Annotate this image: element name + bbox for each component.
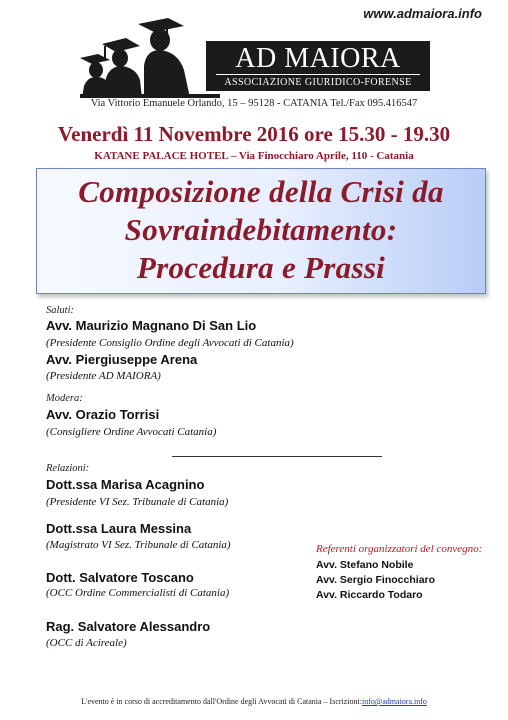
section-label-saluti: Saluti:: [46, 305, 74, 316]
org-subtitle: ASSOCIAZIONE GIURIDICO-FORENSE: [216, 74, 420, 88]
event-title-line: Composizione della Crisi da: [78, 174, 444, 209]
speaker-name: Avv. Orazio Torrisi: [46, 407, 160, 422]
event-title-line: Sovraindebitamento:: [124, 212, 398, 247]
organizer-name: Avv. Riccardo Todaro: [316, 589, 423, 601]
organizers-title: Referenti organizzatori del convegno:: [316, 543, 483, 555]
speaker-name: Dott.ssa Marisa Acagnino: [46, 477, 205, 492]
speaker-name: Dott.ssa Laura Messina: [46, 521, 192, 536]
speaker-role: (OCC Ordine Commercialisti di Catania): [46, 587, 230, 599]
speaker-role: (Magistrato VI Sez. Tribunale di Catania): [46, 539, 231, 551]
organizer-name: Avv. Stefano Nobile: [316, 559, 414, 571]
speaker-role: (Consigliere Ordine Avvocati Catania): [46, 426, 217, 438]
organizer-name: Avv. Sergio Finocchiaro: [316, 574, 436, 586]
section-label-modera: Modera:: [46, 393, 83, 404]
divider: [172, 456, 382, 457]
event-date-time: Venerdì 11 Novembre 2016 ore 15.30 - 19.30: [57, 122, 451, 146]
logo-box: [206, 41, 430, 91]
speaker-role: (Presidente Consiglio Ordine degli Avvocati di Catania): [46, 337, 294, 349]
footer-email-link[interactable]: info@admaiora.info: [361, 697, 427, 706]
event-title-line: Procedura e Prassi: [136, 250, 386, 285]
speaker-role: (OCC di Acireale): [46, 637, 127, 649]
speaker-name: Avv. Maurizio Magnano Di San Lio: [46, 318, 257, 333]
footer-note: [0, 697, 508, 706]
speaker-role: (Presidente VI Sez. Tribunale di Catania): [46, 496, 229, 508]
speaker-role: (Presidente AD MAIORA): [46, 370, 161, 382]
address: Via Vittorio Emanuele Orlando, 15 – 95128 - CATANIA Tel./Fax 095.416547: [90, 98, 418, 109]
org-name: AD MAIORA: [235, 43, 401, 74]
speaker-name: Dott. Salvatore Toscano: [46, 570, 194, 585]
website-url[interactable]: www.admaiora.info: [363, 6, 482, 21]
graduates-silhouette-icon: [80, 14, 220, 98]
speaker-name: Rag. Salvatore Alessandro: [46, 619, 211, 634]
section-label-relazioni: Relazioni:: [46, 463, 90, 474]
speaker-name: Avv. Piergiuseppe Arena: [46, 352, 198, 367]
logo: [80, 14, 440, 98]
event-venue: KATANE PALACE HOTEL – Via Finocchiaro Aprile, 110 - Catania: [94, 150, 414, 162]
event-title-box: [36, 168, 486, 294]
footer-text: L'evento è in corso di accreditamento dall'Ordine degli Avvocati di Catania – Iscrizioni:: [81, 697, 362, 706]
